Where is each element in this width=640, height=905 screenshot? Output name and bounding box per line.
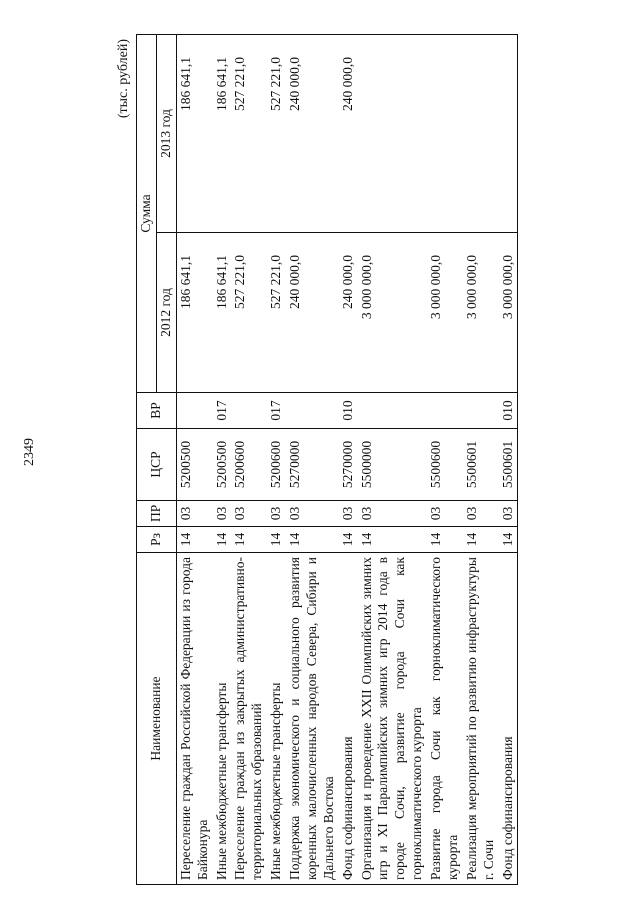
- row-name: Переселение граждан из закрытых административно-территориальных образований: [231, 553, 267, 885]
- table-row: [231, 34, 267, 884]
- row-sum-2012: 3 000 000,0: [463, 233, 499, 393]
- header-vr: ВР: [137, 393, 177, 429]
- row-pr: 03: [463, 501, 499, 527]
- row-sum-2013: [499, 34, 518, 232]
- row-name: Поддержка экономического и социального развития коренных малочисленных народов Севера, Сибири и Дальнего Востока: [286, 553, 339, 885]
- row-csr: 5270000: [286, 429, 339, 501]
- row-csr: 5500000: [358, 429, 428, 501]
- table-row: [339, 34, 358, 884]
- row-rz: 14: [463, 527, 499, 553]
- row-csr: 5500601: [463, 429, 499, 501]
- row-sum-2013: 186 641,1: [176, 34, 212, 232]
- row-rz: 14: [499, 527, 518, 553]
- row-sum-2012: 186 641,1: [213, 233, 232, 393]
- header-sum: Сумма: [137, 34, 157, 392]
- row-vr: [358, 393, 428, 429]
- row-vr: [463, 393, 499, 429]
- row-sum-2013: 240 000,0: [339, 34, 358, 232]
- row-pr: 03: [267, 501, 286, 527]
- row-csr: 5200500: [213, 429, 232, 501]
- row-sum-2012: 527 221,0: [267, 233, 286, 393]
- row-pr: 03: [339, 501, 358, 527]
- row-rz: 14: [358, 527, 428, 553]
- row-sum-2013: [463, 34, 499, 232]
- row-sum-2012: 3 000 000,0: [499, 233, 518, 393]
- row-name: Фонд софинансирования: [499, 553, 518, 885]
- row-name: Организация и проведение XXII Олимпийских зимних игр и XI Паралимпийских зимних игр 2014 года в городе Сочи, развитие города Сочи как горноклиматического курорта: [358, 553, 428, 885]
- row-vr: [176, 393, 212, 429]
- table-row: [213, 34, 232, 884]
- row-vr: [231, 393, 267, 429]
- row-csr: 5200500: [176, 429, 212, 501]
- row-sum-2013: 527 221,0: [231, 34, 267, 232]
- header-csr: ЦСР: [137, 429, 177, 501]
- units-note: (тыс. рублей): [116, 39, 131, 119]
- row-pr: 03: [427, 501, 463, 527]
- row-rz: 14: [286, 527, 339, 553]
- table-row: [267, 34, 286, 884]
- row-pr: 03: [213, 501, 232, 527]
- row-rz: 14: [213, 527, 232, 553]
- row-csr: 5500601: [499, 429, 518, 501]
- row-name: Переселение граждан Российской Федерации из города Байконура: [176, 553, 212, 885]
- row-csr: 5270000: [339, 429, 358, 501]
- budget-table: [136, 34, 518, 885]
- row-csr: 5500600: [427, 429, 463, 501]
- row-pr: 03: [358, 501, 428, 527]
- row-sum-2012: 527 221,0: [231, 233, 267, 393]
- row-pr: 03: [286, 501, 339, 527]
- table-body: [176, 34, 518, 884]
- row-rz: 14: [267, 527, 286, 553]
- row-sum-2012: 240 000,0: [286, 233, 339, 393]
- row-pr: 03: [231, 501, 267, 527]
- row-sum-2012: 186 641,1: [176, 233, 212, 393]
- table-row: [286, 34, 339, 884]
- row-sum-2012: 3 000 000,0: [427, 233, 463, 393]
- row-name: Иные межбюджетные трансферты: [213, 553, 232, 885]
- row-sum-2012: 3 000 000,0: [358, 233, 428, 393]
- row-rz: 14: [427, 527, 463, 553]
- row-sum-2013: 527 221,0: [267, 34, 286, 232]
- row-csr: 5200600: [231, 429, 267, 501]
- row-vr: 017: [213, 393, 232, 429]
- row-rz: 14: [339, 527, 358, 553]
- rotated-page: [116, 35, 640, 885]
- header-name: Наименование: [137, 553, 177, 885]
- table-row: [499, 34, 518, 884]
- table-row: [427, 34, 463, 884]
- row-sum-2013: [427, 34, 463, 232]
- header-2013: 2013 год: [156, 34, 176, 232]
- row-vr: [427, 393, 463, 429]
- row-vr: [286, 393, 339, 429]
- page-number: 2349: [22, 438, 37, 466]
- header-rz: Рз: [137, 527, 177, 553]
- row-name: Развитие города Сочи как горноклиматического курорта: [427, 553, 463, 885]
- row-name: Фонд софинансирования: [339, 553, 358, 885]
- row-sum-2012: 240 000,0: [339, 233, 358, 393]
- table-row: [176, 34, 212, 884]
- row-rz: 14: [176, 527, 212, 553]
- header-2012: 2012 год: [156, 233, 176, 393]
- row-sum-2013: 186 641,1: [213, 34, 232, 232]
- row-rz: 14: [231, 527, 267, 553]
- table-row: [463, 34, 499, 884]
- row-sum-2013: [358, 34, 428, 232]
- row-vr: 017: [267, 393, 286, 429]
- row-name: Реализация мероприятий по развитию инфраструктуры г. Сочи: [463, 553, 499, 885]
- row-vr: 010: [499, 393, 518, 429]
- row-csr: 5200600: [267, 429, 286, 501]
- header-pr: ПР: [137, 501, 177, 527]
- row-pr: 03: [499, 501, 518, 527]
- row-pr: 03: [176, 501, 212, 527]
- table-row: [358, 34, 428, 884]
- row-sum-2013: 240 000,0: [286, 34, 339, 232]
- row-vr: 010: [339, 393, 358, 429]
- row-name: Иные межбюджетные трансферты: [267, 553, 286, 885]
